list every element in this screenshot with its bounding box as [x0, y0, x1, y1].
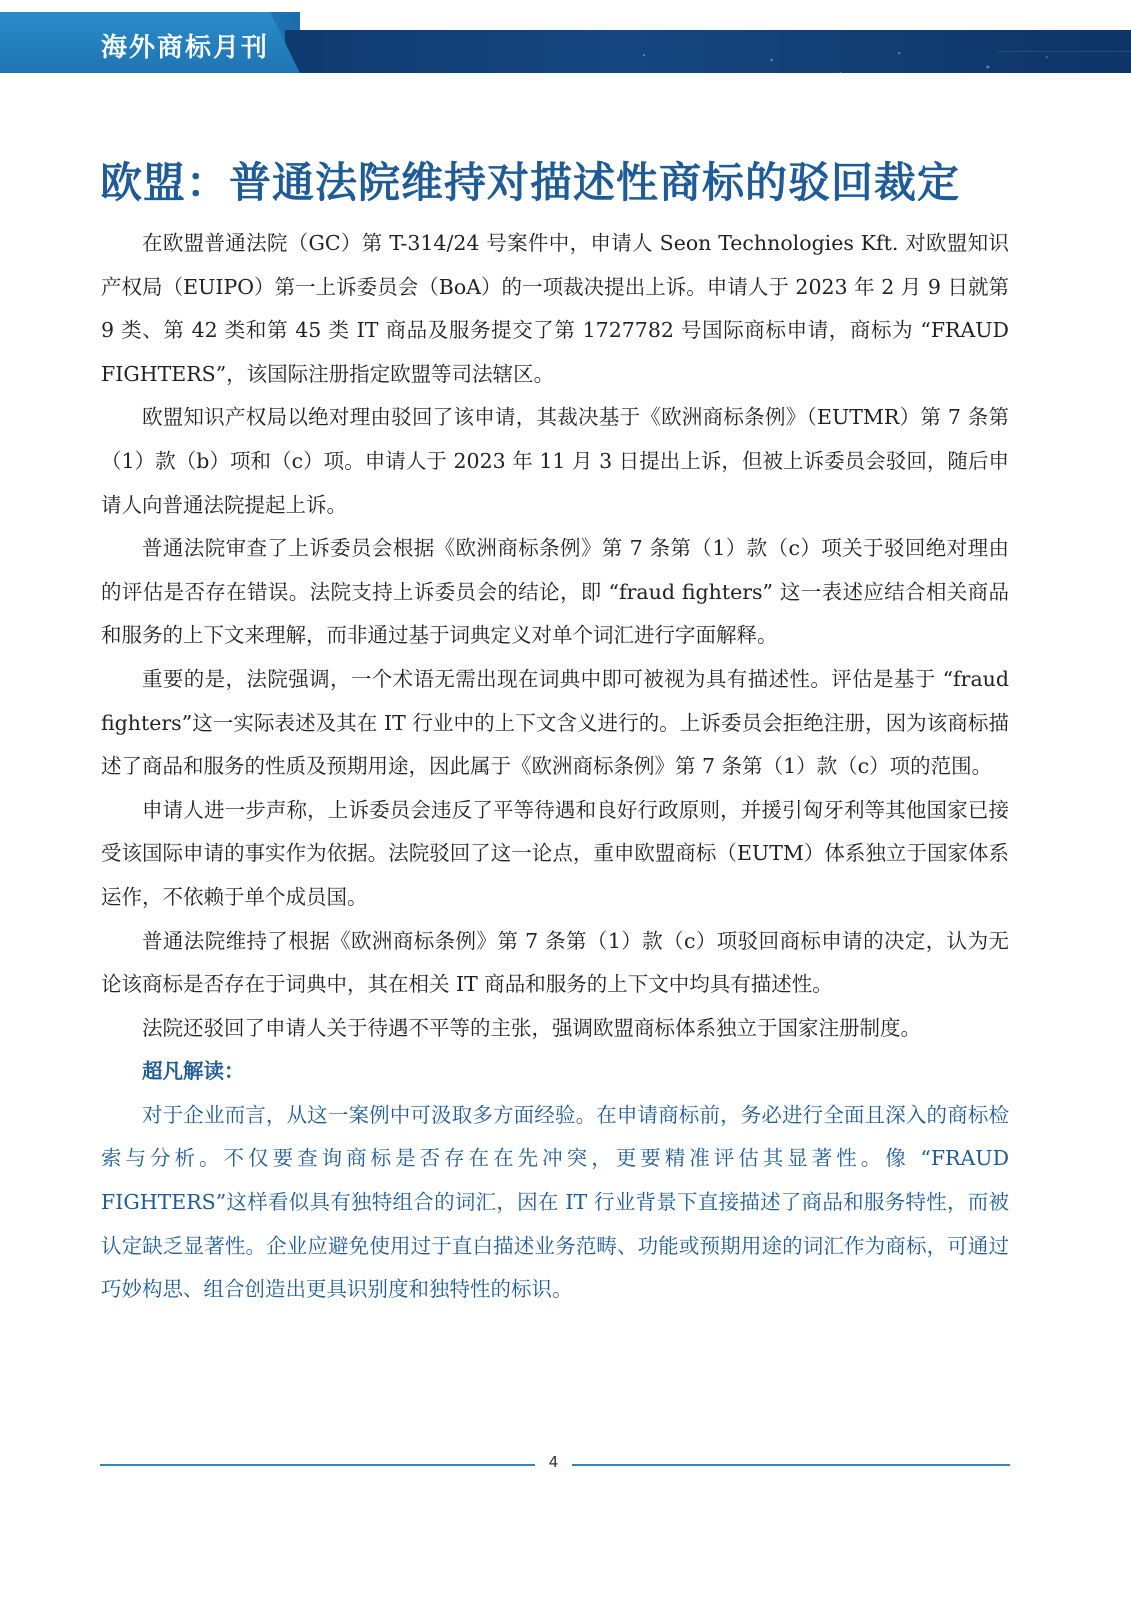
- header-banner: [0, 0, 1131, 73]
- paragraph: 法院还驳回了申请人关于待遇不平等的主张，强调欧盟商标体系独立于国家注册制度。: [142, 1015, 921, 1040]
- article-body: [101, 222, 1009, 1312]
- publication-title: 海外商标月刊: [101, 33, 270, 63]
- paragraph: 普通法院审查了上诉委员会根据《欧洲商标条例》第 7 条第（1）款（c）项关于驳回绝对理由的评估是否存在错误。法院支持上诉委员会的结论，即 “fraud fighters” 这一表述应结合相关商品和服务的上下文来理解，而非通过基于词典定义对单个词汇进行字面解释。: [101, 536, 1009, 648]
- footer-divider-right: [572, 1464, 1010, 1466]
- article-title: 欧盟：普通法院维持对描述性商标的驳回裁定: [100, 158, 961, 207]
- footer-divider-left: [100, 1464, 535, 1466]
- paragraph: 普通法院维持了根据《欧洲商标条例》第 7 条第（1）款（c）项驳回商标申请的决定，认为无论该商标是否存在于词典中，其在相关 IT 商品和服务的上下文中均具有描述性。: [101, 928, 1009, 997]
- header-dark-bar: [285, 30, 1131, 73]
- paragraph: 欧盟知识产权局以绝对理由驳回了该申请，其裁决基于《欧洲商标条例》（EUTMR）第 7 条第（1）款（b）项和（c）项。申请人于 2023 年 11 月 3 日提出上诉，但被上诉委员会驳回，随后申请人向普通法院提起上诉。: [101, 405, 1009, 517]
- header-dot-pattern: [585, 30, 1131, 73]
- paragraph: 申请人进一步声称，上诉委员会违反了平等待遇和良好行政原则，并援引匈牙利等其他国家已接受该国际申请的事实作为依据。法院驳回了这一论点，重申欧盟商标（EUTM）体系独立于国家体系运作，不依赖于单个成员国。: [101, 797, 1009, 909]
- commentary-heading: 超凡解读：: [142, 1059, 245, 1084]
- page-number: 4: [548, 1453, 559, 1471]
- header-top-strip-right: [300, 0, 1131, 30]
- paragraph: 重要的是，法院强调，一个术语无需出现在词典中即可被视为具有描述性。评估是基于 “fraud fighters”这一实际表述及其在 IT 行业中的上下文含义进行的。上诉委员会拒绝注册，因为该商标描述了商品和服务的性质及预期用途，因此属于《欧洲商标条例》第 7 条第（1）款（c）项的范围。: [101, 666, 1009, 779]
- commentary-paragraph: 对于企业而言，从这一案例中可汲取多方面经验。在申请商标前，务必进行全面且深入的商标检索与分析。不仅要查询商标是否存在在先冲突，更要精准评估其显著性。像 “FRAUD FIGHTERS”这样看似具有独特组合的词汇，因在 IT 行业背景下直接描述了商品和服务特性，而被认定缺乏显著性。企业应避免使用过于直白描述业务范畴、功能或预期用途的词汇作为商标，可通过巧妙构思、组合创造出更具识别度和独特性的标识。: [101, 1102, 1009, 1302]
- paragraph: 在欧盟普通法院（GC）第 T-314/24 号案件中，申请人 Seon Technologies Kft. 对欧盟知识产权局（EUIPO）第一上诉委员会（BoA）的一项裁决提出上诉。申请人于 2023 年 2 月 9 日就第 9 类、第 42 类和第 45 类 IT 商品及服务提交了第 1727782 号国际商标申请，商标为 “FRAUD FIGHTERS”，该国际注册指定欧盟等司法辖区。: [101, 231, 1009, 386]
